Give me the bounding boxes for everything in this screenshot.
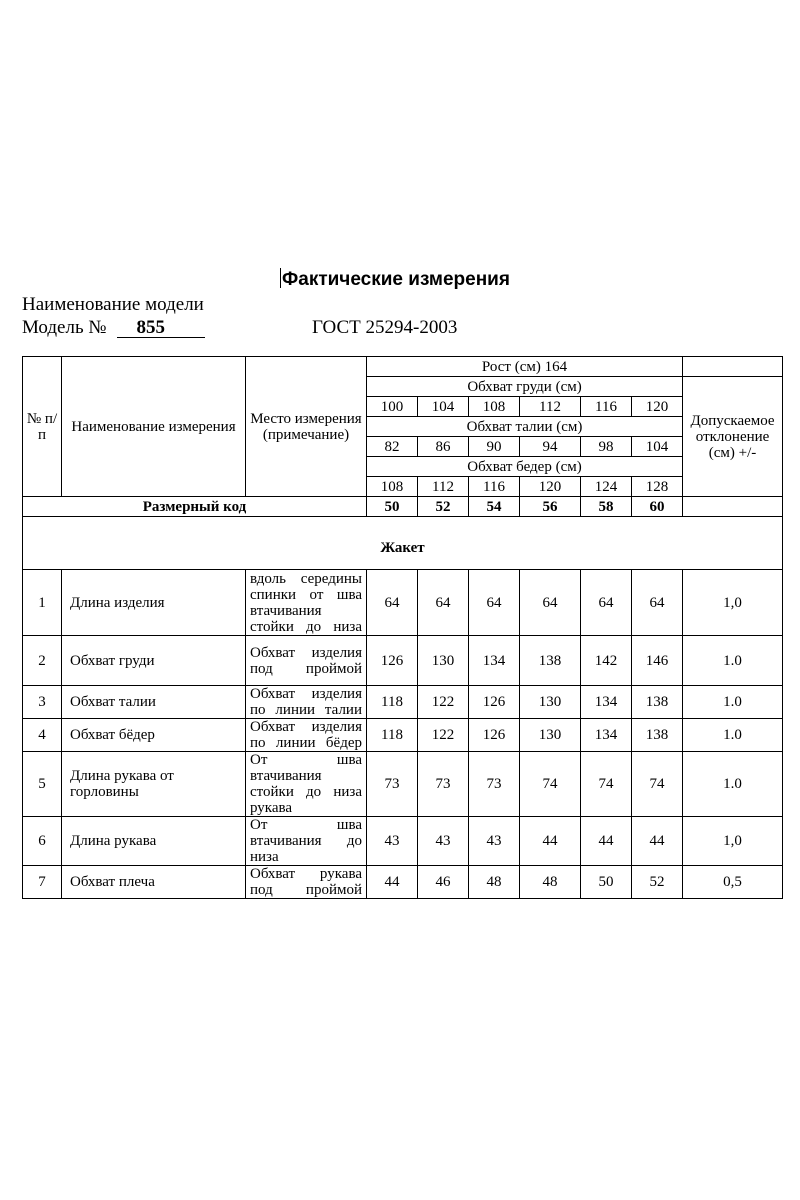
row-value-1: 122 <box>418 719 469 752</box>
row-value-5: 138 <box>632 719 683 752</box>
row-value-0: 118 <box>367 686 418 719</box>
row-value-3: 130 <box>520 719 581 752</box>
row-number: 7 <box>23 866 62 899</box>
row-value-5: 146 <box>632 636 683 686</box>
row-name: Обхват бёдер <box>62 719 246 752</box>
row-number: 4 <box>23 719 62 752</box>
row-value-0: 44 <box>367 866 418 899</box>
row-value-3: 74 <box>520 752 581 817</box>
table-row <box>23 636 783 686</box>
chest-value-1: 104 <box>418 397 469 417</box>
waist-value-4: 98 <box>581 437 632 457</box>
row-value-0: 126 <box>367 636 418 686</box>
row-value-4: 64 <box>581 570 632 636</box>
header-place: Место измерения (примечание) <box>246 357 367 497</box>
standard-label: ГОСТ 25294-2003 <box>312 317 458 338</box>
row-value-1: 130 <box>418 636 469 686</box>
row-value-4: 74 <box>581 752 632 817</box>
row-value-1: 64 <box>418 570 469 636</box>
row-value-3: 64 <box>520 570 581 636</box>
row-value-5: 74 <box>632 752 683 817</box>
row-number: 5 <box>23 752 62 817</box>
row-value-4: 134 <box>581 686 632 719</box>
row-place: От шва втачивания стойки до низа рукава <box>246 752 367 817</box>
row-place: Обхват рукава под проймой <box>246 866 367 899</box>
row-value-5: 52 <box>632 866 683 899</box>
table-row <box>23 752 783 817</box>
row-value-2: 73 <box>469 752 520 817</box>
size-code-3: 56 <box>520 497 581 517</box>
header-hips: Обхват бедер (см) <box>367 457 683 477</box>
row-value-3: 130 <box>520 686 581 719</box>
chest-value-4: 116 <box>581 397 632 417</box>
row-value-4: 134 <box>581 719 632 752</box>
size-code-5: 60 <box>632 497 683 517</box>
size-code-label: Размерный код <box>23 497 367 517</box>
row-number: 6 <box>23 817 62 866</box>
table-row <box>23 719 783 752</box>
header-waist: Обхват талии (см) <box>367 417 683 437</box>
hips-value-5: 128 <box>632 477 683 497</box>
page-title <box>0 268 790 291</box>
row-tolerance: 1,0 <box>683 817 783 866</box>
header-tolerance: Допускаемое отклонение (см) +/- <box>683 377 783 497</box>
text-cursor <box>280 268 281 288</box>
header-height: Рост (см) 164 <box>367 357 683 377</box>
row-number: 3 <box>23 686 62 719</box>
hips-value-2: 116 <box>469 477 520 497</box>
chest-value-3: 112 <box>520 397 581 417</box>
row-name: Обхват талии <box>62 686 246 719</box>
waist-value-0: 82 <box>367 437 418 457</box>
row-place: Обхват изделия по линии талии <box>246 686 367 719</box>
row-tolerance: 1.0 <box>683 636 783 686</box>
row-value-3: 44 <box>520 817 581 866</box>
row-place: Обхват изделия по линии бёдер <box>246 719 367 752</box>
size-code-2: 54 <box>469 497 520 517</box>
waist-value-3: 94 <box>520 437 581 457</box>
row-tolerance: 0,5 <box>683 866 783 899</box>
header-no: № п/ п <box>23 357 62 497</box>
row-value-0: 43 <box>367 817 418 866</box>
model-name-label: Наименование модели <box>22 294 204 315</box>
chest-value-2: 108 <box>469 397 520 417</box>
waist-value-2: 90 <box>469 437 520 457</box>
row-value-4: 44 <box>581 817 632 866</box>
model-number: 855 <box>117 318 205 338</box>
row-value-1: 46 <box>418 866 469 899</box>
row-value-3: 138 <box>520 636 581 686</box>
chest-value-5: 120 <box>632 397 683 417</box>
row-value-3: 48 <box>520 866 581 899</box>
row-value-4: 142 <box>581 636 632 686</box>
row-value-2: 126 <box>469 686 520 719</box>
row-value-1: 43 <box>418 817 469 866</box>
row-place: От шва втачивания до низа <box>246 817 367 866</box>
row-number: 2 <box>23 636 62 686</box>
chest-value-0: 100 <box>367 397 418 417</box>
row-tolerance: 1,0 <box>683 570 783 636</box>
row-value-1: 73 <box>418 752 469 817</box>
table-row <box>23 866 783 899</box>
row-value-5: 138 <box>632 686 683 719</box>
section-title: Жакет <box>23 517 783 570</box>
row-value-2: 64 <box>469 570 520 636</box>
hips-value-0: 108 <box>367 477 418 497</box>
waist-value-5: 104 <box>632 437 683 457</box>
row-tolerance: 1.0 <box>683 719 783 752</box>
row-value-2: 43 <box>469 817 520 866</box>
measurements-table <box>22 356 783 899</box>
size-code-0: 50 <box>367 497 418 517</box>
size-code-1: 52 <box>418 497 469 517</box>
size-code-blank <box>683 497 783 517</box>
row-value-0: 64 <box>367 570 418 636</box>
row-value-5: 64 <box>632 570 683 636</box>
size-code-4: 58 <box>581 497 632 517</box>
hips-value-1: 112 <box>418 477 469 497</box>
waist-value-1: 86 <box>418 437 469 457</box>
header-chest: Обхват груди (см) <box>367 377 683 397</box>
row-place: вдоль середины спинки от шва втачивания стойки до низа <box>246 570 367 636</box>
row-name: Длина изделия <box>62 570 246 636</box>
row-value-0: 73 <box>367 752 418 817</box>
row-tolerance: 1.0 <box>683 686 783 719</box>
row-tolerance: 1.0 <box>683 752 783 817</box>
model-number-line <box>22 317 205 339</box>
table-row <box>23 686 783 719</box>
row-place: Обхват изделия под проймой <box>246 636 367 686</box>
title-text: Фактические измерения <box>282 269 510 290</box>
hips-value-4: 124 <box>581 477 632 497</box>
table-row <box>23 570 783 636</box>
row-value-2: 134 <box>469 636 520 686</box>
row-name: Обхват груди <box>62 636 246 686</box>
row-value-2: 48 <box>469 866 520 899</box>
row-value-1: 122 <box>418 686 469 719</box>
row-name: Длина рукава от горловины <box>62 752 246 817</box>
header-name: Наименование измерения <box>62 357 246 497</box>
row-name: Обхват плеча <box>62 866 246 899</box>
row-value-0: 118 <box>367 719 418 752</box>
header-blank <box>683 357 783 377</box>
row-name: Длина рукава <box>62 817 246 866</box>
row-value-5: 44 <box>632 817 683 866</box>
row-value-4: 50 <box>581 866 632 899</box>
row-number: 1 <box>23 570 62 636</box>
hips-value-3: 120 <box>520 477 581 497</box>
table-row <box>23 817 783 866</box>
model-label: Модель № <box>22 317 107 338</box>
row-value-2: 126 <box>469 719 520 752</box>
